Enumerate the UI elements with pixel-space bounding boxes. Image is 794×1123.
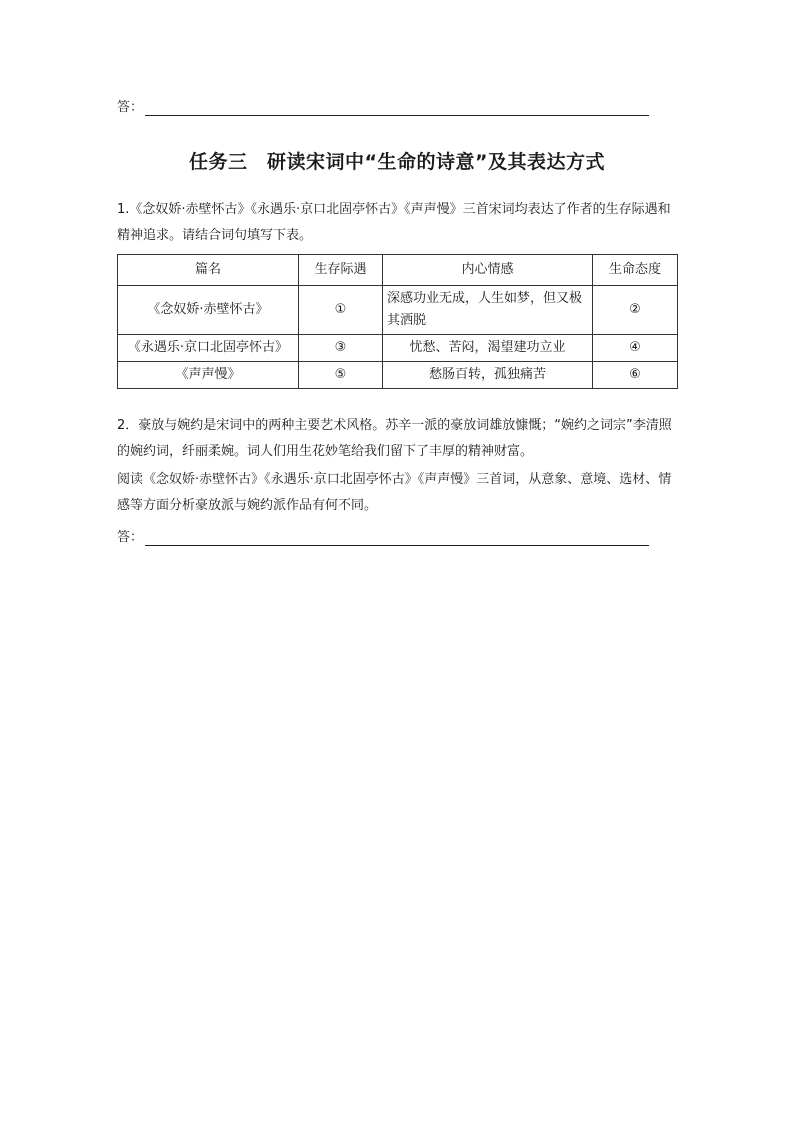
table-header-row [118,255,678,286]
header-emotion: 内心情感 [383,255,593,286]
cell-attitude: ⑥ [593,362,678,389]
question-2-instruction: 阅读《念奴娇·赤壁怀古》《永遇乐·京口北固亭怀古》《声声慢》三首词，从意象、意境、选材、情感等方面分析豪放派与婉约派作品有何不同。 [117,472,672,513]
cell-emotion: 忧愁、苦闷，渴望建功立业 [383,335,593,362]
question-2-text: 2．豪放与婉约是宋词中的两种主要艺术风格。苏辛一派的豪放词雄放慷慨；“婉约之词宗”李清照的婉约词，纤丽柔婉。词人们用生花妙笔给我们留下了丰厚的精神财富。 [117,418,672,459]
cell-situation: ③ [299,335,383,362]
table-row [118,362,678,389]
cell-situation: ① [299,286,383,335]
header-situation: 生存际遇 [299,255,383,286]
question-1-text: 1.《念奴娇·赤壁怀古》《永遇乐·京口北固亭怀古》《声声慢》三首宋词均表达了作者的生存际遇和精神追求。请结合词句填写下表。 [117,202,671,243]
cell-attitude: ② [593,286,678,335]
answer-line-bottom [117,526,649,546]
cell-attitude: ④ [593,335,678,362]
header-title: 篇名 [118,255,299,286]
cell-emotion: 愁肠百转，孤独痛苦 [383,362,593,389]
answer-line-top [117,96,649,116]
cell-title: 《念奴娇·赤壁怀古》 [118,286,299,335]
answer-label: 答： [117,100,144,115]
cell-situation: ⑤ [299,362,383,389]
table-row [118,335,678,362]
cell-emotion: 深感功业无成，人生如梦，但又极其洒脱 [383,286,593,335]
cell-title: 《声声慢》 [118,362,299,389]
answer-underline[interactable] [145,101,649,116]
answer-label: 答： [117,530,144,545]
task-title: 任务三 研读宋词中“生命的诗意”及其表达方式 [189,151,605,173]
info-table [117,254,678,389]
cell-title: 《永遇乐·京口北固亭怀古》 [118,335,299,362]
header-attitude: 生命态度 [593,255,678,286]
answer-underline[interactable] [145,531,649,546]
table-row [118,286,678,335]
